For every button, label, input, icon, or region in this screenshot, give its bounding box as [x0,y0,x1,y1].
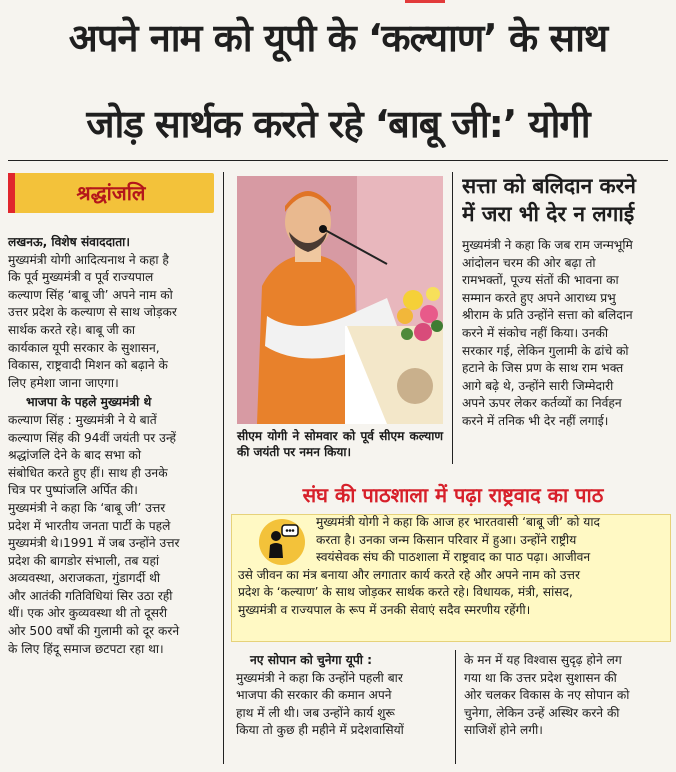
text-line: श्रीराम के प्रति उन्होंने सत्ता को बलिदान [462,308,633,323]
text-line: अव्यवस्था, अराजकता, गुंडागर्दी थी [8,571,161,586]
text-line: किया तो कुछ ही महीने में प्रदेशवासियों [236,723,404,738]
text-line: आगे बढ़े थे, उन्होंने सारी जिम्मेदारी [462,378,614,393]
text-line: सार्थक करते रहे। बाबू जी का [8,322,136,337]
para-lead: भाजपा के पहले मुख्यमंत्री थे [26,395,152,410]
text-line: चुनेगा, लेकिन उन्हें अस्थिर करने की [464,705,620,720]
text-line: हटाने के जिस प्रण के साथ राम भक्त [462,361,624,376]
text-line: मुख्यमंत्री योगी ने कहा कि आज हर भारतवासी ‘बाबू जी’ को याद [316,515,600,529]
divider [8,160,668,161]
text-line: करता है। उनका जन्म किसान परिवार में हुआ। उन्होंने राष्ट्रीय [316,532,577,547]
left-column [8,234,215,658]
text-line: प्रदेश की बागडोर संभाली, तब यहां [8,553,160,568]
box-text [238,514,666,620]
top-accent [405,0,445,3]
text-line: मुख्यमंत्री ने कहा कि उन्होंने पहली बार [236,670,403,685]
text-line: और आतंकी गतिविधियां सिर उठा रही [8,588,173,603]
text-line: गया था कि उत्तर प्रदेश सुशासन की [464,670,617,685]
text-line: सम्मान करते हुए अपने आराध्य प्रभु [462,290,616,305]
text-line: भाजपा की सरकार की कमान अपने [236,688,392,703]
bottom-right-column [464,652,672,740]
text-line: रामभक्तों, पूज्य संतों की भावना का [462,273,619,288]
text-line: उसे जीवन का मंत्र बनाया और लगातार कार्य करते रहे और अपने नाम को उत्तर [238,567,580,582]
left-para2 [8,394,215,658]
dateline: लखनऊ, विशेष संवाददाता। [8,235,130,249]
box-heading: संघ की पाठशाला में पढ़ा राष्ट्रवाद का पाठ [302,483,604,507]
left-para1 [8,234,215,392]
text-line: मुख्यमंत्री व राज्यपाल के रूप में उनकी सेवाएं सदैव स्मरणीय रहेंगी। [238,602,531,617]
right-subhead-2: में जरा भी देर न लगाई [462,202,635,226]
right-column-body [462,237,672,431]
news-photo [237,176,443,424]
text-line: करने में संकोच नहीं किया। उनकी [462,325,608,340]
text-line: के लिए हिंदू समाज छटपटा रहा था। [8,641,164,656]
text-line: के मन में यह विश्वास सुदृढ़ होने लग [464,653,622,667]
column-divider [452,172,453,464]
text-line: श्रद्धांजलि देने के बाद सभा को [8,448,142,463]
para-lead: नए सोपान को चुनेगा यूपी : [250,653,373,667]
text-line: उत्तर प्रदेश के कल्याण से साथ जोड़कर [8,305,177,320]
text-line: ओर चलकर विकास के नए सोपान को [464,688,630,703]
text-line: थीं। एक ओर कुव्यवस्था थी तो दूसरी [8,606,168,621]
text-line: सरकार गई, लेकिन गुलामी के ढांचे को [462,343,629,358]
text-line: प्रदेश में भारतीय जनता पार्टी के पहले [8,518,171,533]
headline-line-2: जोड़ सार्थक करते रहे ‘बाबू जी:’ योगी [86,102,590,146]
text-line: विकास, राष्ट्रवादी मिशन को बढ़ाने के [8,358,168,373]
text-line: ओर 500 वर्षों की गुलामी को दूर करने [8,624,180,639]
text-line: आंदोलन चरम की ओर बढ़ा तो [462,255,596,270]
text-line: हाथ में ली थी। जब उन्होंने कार्य शुरू [236,705,395,720]
text-line: कल्याण सिंह की 94वीं जयंती पर उन्हें [8,430,176,445]
text-line: संबोधित करते हुए हीं। साथ ही उनके [8,465,168,480]
text-line: चित्र पर पुष्पांजलि अर्पित की। [8,483,138,498]
column-divider [455,650,456,764]
text-line: कल्याण सिंह : मुख्यमंत्री ने ये बातें [8,412,157,427]
tag-label: श्रद्धांजलि [76,181,146,205]
right-subhead-1: सत्ता को बलिदान करने [462,174,636,198]
text-line: मुख्यमंत्री ने कहा कि जब राम जन्मभूमि [462,238,633,252]
text-line: मुख्यमंत्री योगी आदित्यनाथ ने कहा है [8,252,169,267]
text-line: अपने ऊपर लेकर कर्तव्यों का निर्वहन [462,396,622,411]
photo-illustration [237,176,443,424]
bottom-middle-column [236,652,450,740]
text-line: कल्याण सिंह ‘बाबू जी’ अपने नाम को [8,287,173,302]
text-line: मुख्यमंत्री ने कहा कि ‘बाबू जी’ उत्तर [8,500,166,515]
text-line: मुख्यमंत्री थे।1991 में जब उन्होंने उत्तर [8,536,180,551]
text-line: लिए हमेशा जाना जाएगा। [8,375,119,390]
text-line: कि पूर्व मुख्यमंत्री व पूर्व राज्यपाल [8,270,154,285]
text-line: कार्यकाल यूपी सरकार के सुशासन, [8,340,160,355]
photo-caption: सीएम योगी ने सोमवार को पूर्व सीएम कल्याण की जयंती पर नमन किया। [237,429,443,459]
text-line: स्वयंसेवक संघ की पाठशाला में राष्ट्रवाद का पाठ पढ़ा। आजीवन [316,550,591,565]
text-line: प्रदेश के ‘कल्याण’ के साथ जोड़कर सार्थक करते रहे। विधायक, मंत्री, सांसद, [238,585,573,600]
text-line: करने में तनिक भी देर नहीं लगाई। [462,413,609,428]
text-line: साजिशें होने लगी। [464,723,543,738]
headline-line-1: अपने नाम को यूपी के ‘कल्याण’ के साथ [68,16,608,60]
column-divider [223,172,224,764]
